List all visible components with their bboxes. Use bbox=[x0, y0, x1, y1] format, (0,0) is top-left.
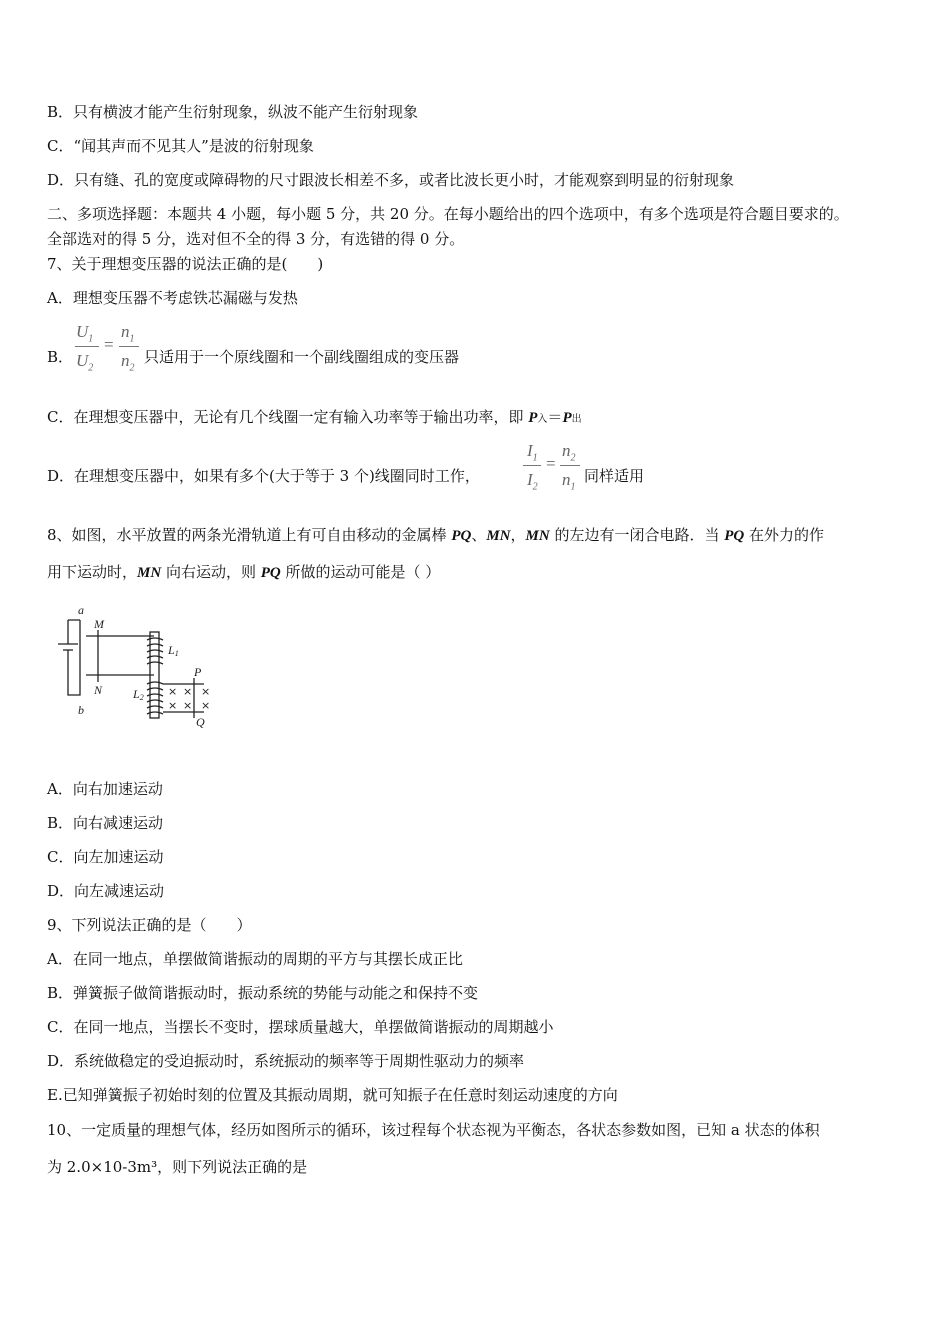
svg-text:×: × bbox=[201, 699, 211, 712]
q9-option-d: D．系统做稳定的受迫振动时，系统振动的频率等于周期性驱动力的频率 bbox=[47, 1052, 525, 1070]
magnetic-field-crosses bbox=[168, 685, 210, 712]
q7-option-d-tail: 同样适用 bbox=[584, 467, 645, 485]
fig-label-a: a bbox=[78, 603, 84, 617]
q8-stem-line2: 用下运动时，MN 向右运动，则 PQ 所做的运动可能是（ ） bbox=[47, 563, 441, 581]
fig-label-b: b bbox=[78, 703, 84, 717]
q8-option-b: B．向右减速运动 bbox=[47, 814, 164, 832]
q8-stem-line1: 8、如图，水平放置的两条光滑轨道上有可自由移动的金属棒 PQ、MN，MN 的左边有一闭合电路．当 PQ 在外力的作 bbox=[47, 526, 825, 544]
svg-text:×: × bbox=[183, 699, 193, 712]
q9-option-b: B．弹簧振子做简谐振动时，振动系统的势能与动能之和保持不变 bbox=[47, 984, 479, 1002]
q7-option-a: A．理想变压器不考虑铁芯漏磁与发热 bbox=[47, 289, 298, 307]
q7-option-b-label: B． bbox=[47, 348, 74, 366]
q6-option-b: B．只有横波才能产生衍射现象，纵波不能产生衍射现象 bbox=[47, 103, 419, 121]
fig-label-q: Q bbox=[196, 715, 205, 729]
q7-option-c: C．在理想变压器中，无论有几个线圈一定有输入功率等于输出功率，即 P入＝P出 bbox=[47, 408, 582, 426]
section2-instructions-line2: 全部选对的得 5 分，选对但不全的得 3 分，有选错的得 0 分。 bbox=[47, 230, 465, 248]
svg-text:×: × bbox=[201, 685, 211, 698]
fig-label-l2: L2 bbox=[133, 687, 144, 702]
q7-stem: 7、关于理想变压器的说法正确的是( ) bbox=[47, 255, 324, 273]
q8-circuit-figure bbox=[44, 600, 224, 735]
q7-option-d-text: D．在理想变压器中，如果有多个(大于等于 3 个)线圈同时工作， bbox=[47, 467, 480, 485]
q9-stem: 9、下列说法正确的是（ ） bbox=[47, 916, 252, 934]
fig-label-n: N bbox=[94, 683, 103, 697]
svg-text:×: × bbox=[168, 685, 178, 698]
q8-option-c: C．向左加速运动 bbox=[47, 848, 164, 866]
q9-option-e: E.已知弹簧振子初始时刻的位置及其振动周期，就可知振子在任意时刻运动速度的方向 bbox=[47, 1086, 618, 1104]
q10-stem-line1: 10、一定质量的理想气体，经历如图所示的循环，该过程每个状态视为平衡态，各状态参数如图，已知 a 状态的体积 bbox=[47, 1121, 820, 1139]
section2-instructions-line1: 二、多项选择题：本题共 4 小题，每小题 5 分，共 20 分。在每小题给出的四个选项中，有多个选项是符合题目要求的。 bbox=[47, 205, 849, 223]
q9-option-a: A．在同一地点，单摆做简谐振动的周期的平方与其摆长成正比 bbox=[47, 950, 463, 968]
q6-option-d: D．只有缝、孔的宽度或障碍物的尺寸跟波长相差不多，或者比波长更小时，才能观察到明显的衍射现象 bbox=[47, 171, 735, 189]
q7-option-b-text: 只适用于一个原线圈和一个副线圈组成的变压器 bbox=[144, 348, 460, 366]
svg-text:×: × bbox=[168, 699, 178, 712]
q8-option-d: D．向左减速运动 bbox=[47, 882, 165, 900]
fig-label-l1: L1 bbox=[168, 643, 179, 658]
svg-text:×: × bbox=[183, 685, 193, 698]
q6-option-c: C．“闻其声而不见其人”是波的衍射现象 bbox=[47, 137, 314, 155]
fig-label-m: M bbox=[94, 617, 104, 631]
q9-option-c: C．在同一地点，当摆长不变时，摆球质量越大，单摆做简谐振动的周期越小 bbox=[47, 1018, 554, 1036]
q8-option-a: A．向右加速运动 bbox=[47, 780, 163, 798]
fig-label-p: P bbox=[194, 665, 202, 679]
q10-stem-line2: 为 2.0×10-3m³，则下列说法正确的是 bbox=[47, 1158, 308, 1176]
